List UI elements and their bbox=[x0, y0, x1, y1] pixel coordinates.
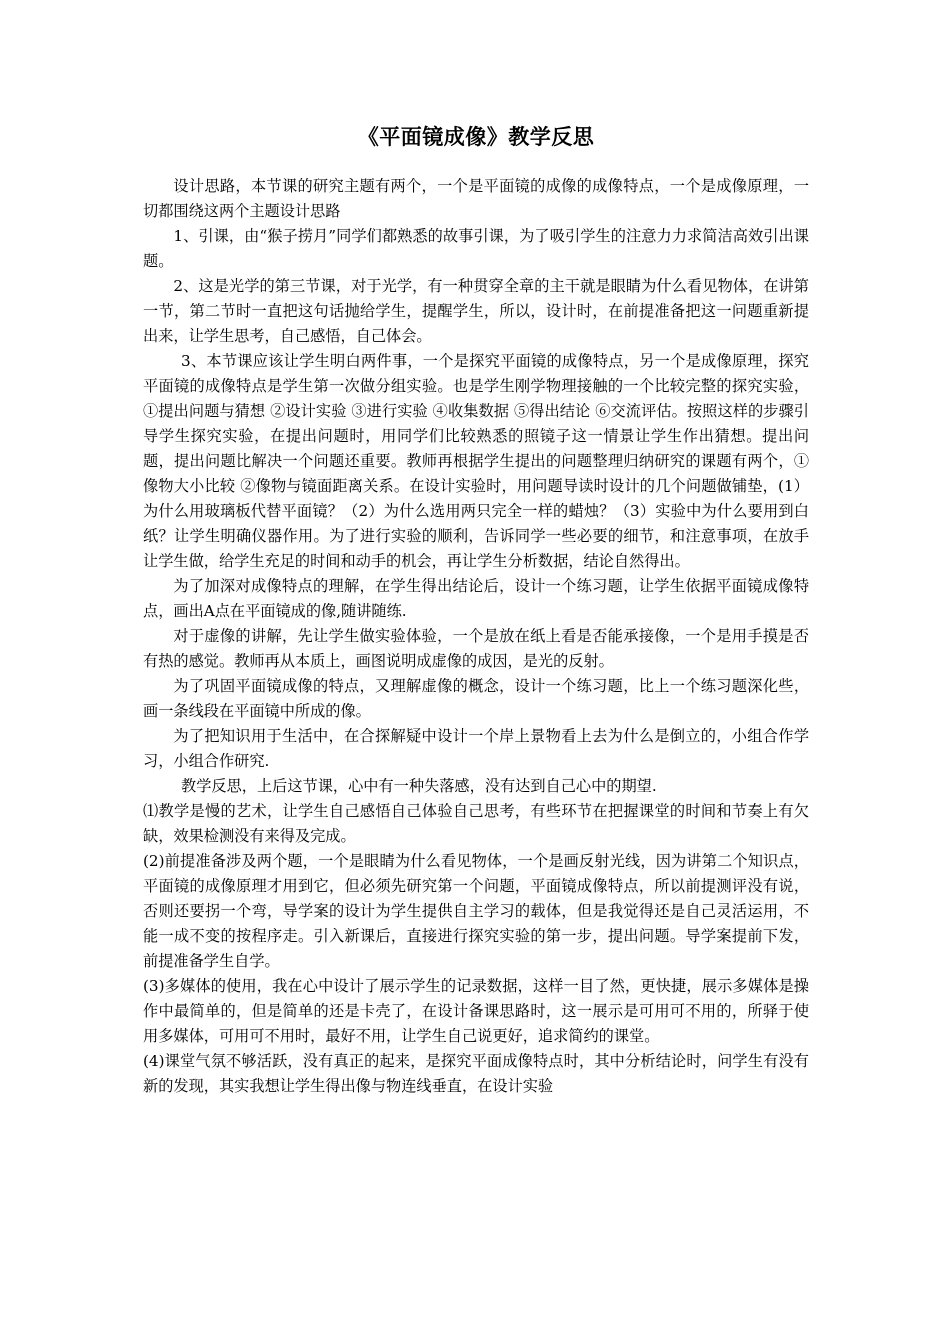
paragraph-4: 3、本节课应该让学生明白两件事，一个是探究平面镜的成像特点，另一个是成像原理，探究平面镜的成像特点是学生第一次做分组实验。也是学生刚学物理接触的一个比较完整的探究实验，①提出问题与猜想 ②设计实验 ③进行实验 ④收集数据 ⑤得出结论 ⑥交流评估。按照这样的步骤引导学生探究实验，在提出问题时，用同学们比较熟悉的照镜子这一情景让学生作出猜想。提出问题，提出问题比解决一个问题还重要。教师再根据学生提出的问题整理归纳研究的课题有两个，①像物大小比较 ②像物与镜面距离关系。在设计实验时，用问题导读时设计的几个问题做铺垫，(1）为什么用玻璃板代替平面镜？（2）为什么选用两只完全一样的蜡烛？（3）实验中为什么要用到白纸？让学生明确仪器作用。为了进行实验的顺利，告诉同学一些必要的细节，和注意事项，在放手让学生做，给学生充足的时间和动手的机会，再让学生分析数据，结论自然得出。 bbox=[143, 352, 809, 570]
document-content bbox=[143, 122, 809, 1099]
paragraph-5: 为了加深对成像特点的理解，在学生得出结论后，设计一个练习题，让学生依据平面镜成像特点，画出A点在平面镜成的像,随讲随练. bbox=[143, 577, 809, 620]
paragraph-6: 对于虚像的讲解，先让学生做实验体验，一个是放在纸上看是否能承接像，一个是用手摸是否有热的感觉。教师再从本质上，画图说明成虚像的成因，是光的反射。 bbox=[143, 627, 809, 670]
document-title: 《平面镜成像》教学反思 bbox=[357, 124, 595, 149]
paragraph-10: ⑴教学是慢的艺术，让学生自己感悟自己体验自己思考，有些环节在把握课堂的时间和节奏上有欠缺，效果检测没有来得及完成。 bbox=[143, 802, 809, 845]
paragraph-8: 为了把知识用于生活中，在合探解疑中设计一个岸上景物看上去为什么是倒立的，小组合作学习，小组合作研究. bbox=[143, 727, 809, 770]
paragraph-2: 1、引课，由“猴子捞月”同学们都熟悉的故事引课，为了吸引学生的注意力力求简洁高效引出课题。 bbox=[143, 227, 809, 270]
paragraph-3: 2、这是光学的第三节课，对于光学，有一种贯穿全章的主干就是眼睛为什么看见物体，在讲第一节，第二节时一直把这句话抛给学生，提醒学生，所以，设计时，在前提准备把这一问题重新提出来，让学生思考，自己感悟，自己体会。 bbox=[143, 277, 809, 345]
paragraph-1: 设计思路，本节课的研究主题有两个，一个是平面镜的成像的成像特点，一个是成像原理，一切都围绕这两个主题设计思路 bbox=[143, 177, 809, 220]
paragraph-11: (2)前提准备涉及两个题，一个是眼睛为什么看见物体，一个是画反射光线，因为讲第二个知识点，平面镜的成像原理才用到它，但必须先研究第一个问题，平面镜成像特点，所以前提测评没有说，否则还要拐一个弯，导学案的设计为学生提供自主学习的载体，但是我觉得还是自己灵活运用，不能一成不变的按程序走。引入新课后，直接进行探究实验的第一步，提出问题。导学案提前下发，前提准备学生自学。 bbox=[143, 852, 809, 970]
paragraph-9: 教学反思，上后这节课，心中有一种失落感，没有达到自己心中的期望. bbox=[181, 777, 657, 795]
paragraph-12: (3)多媒体的使用，我在心中设计了展示学生的记录数据，这样一目了然，更快捷，展示多媒体是操作中最简单的，但是简单的还是卡壳了，在设计备课思路时，这一展示是可用可不用的，所驿于使用多媒体，可用可不用时，最好不用，让学生自己说更好，追求简约的课堂。 bbox=[143, 977, 809, 1045]
paragraph-7: 为了巩固平面镜成像的特点，又理解虚像的概念，设计一个练习题，比上一个练习题深化些，画一条线段在平面镜中所成的像。 bbox=[143, 677, 809, 720]
document-body bbox=[143, 174, 809, 1099]
paragraph-13: (4)课堂气氛不够活跃，没有真正的起来，是探究平面成像特点时，其中分析结论时，问学生有没有新的发现，其实我想让学生得出像与物连线垂直，在设计实验 bbox=[143, 1052, 809, 1095]
